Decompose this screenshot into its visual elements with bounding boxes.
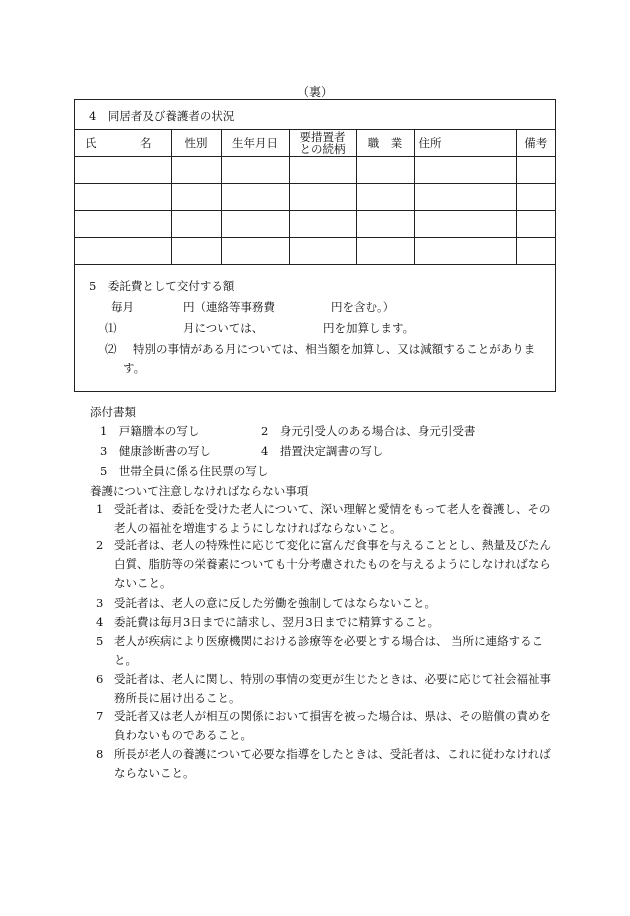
attachments-title: 添付書類: [90, 405, 136, 419]
section5-title: 5 委託費として交付する額: [89, 279, 235, 293]
attachment-item: 5 世帯全員に係る住民票の写し: [100, 464, 269, 478]
cell-remarks[interactable]: [516, 211, 555, 238]
cell-occupation[interactable]: [356, 211, 414, 238]
section4-title: 4 同居者及び養護者の状況: [89, 109, 235, 123]
col-header-relation: 要措置者 との続柄: [289, 130, 356, 157]
cell-birthdate[interactable]: [221, 184, 289, 211]
cell-birthdate[interactable]: [221, 157, 289, 184]
col-header-remarks: 備考: [516, 130, 555, 157]
cell-gender[interactable]: [171, 238, 221, 265]
cell-name[interactable]: [75, 238, 171, 265]
note-item: 3 受託者は、老人の意に反した労働を強制してはならないこと。: [96, 596, 436, 610]
col-header-gender: 性別: [171, 130, 221, 157]
cell-name[interactable]: [75, 211, 171, 238]
attachment-item: 4 措置決定調書の写し: [261, 444, 384, 458]
col-header-address: 住所: [414, 130, 516, 157]
form-box: [74, 99, 556, 392]
cell-relation[interactable]: [289, 238, 356, 265]
notes-title: 養護について注意しなければならない事項: [90, 484, 309, 498]
item1-num: ⑴: [105, 321, 117, 335]
note-item: 2 受託者は、老人の特殊性に応じて変化に富んだ食事を与えることとし、熱量及びたん白質、脂肪等の栄養素についても十分考慮されたものを与えるようにしなければならないこと。: [96, 538, 551, 590]
table-row: [75, 184, 555, 211]
item2-text-2: す。: [123, 361, 146, 375]
cell-remarks[interactable]: [516, 238, 555, 265]
note-item: 5 老人が疾病により医療機関における診療等を必要とする場合は、 当所に連絡すること。: [96, 634, 544, 667]
cell-relation[interactable]: [289, 184, 356, 211]
note-item: 1 受託者は、委託を受けた老人について、深い理解と愛情をもって老人を養護し、その老人の福祉を増進するようにしなければならないこと。: [96, 502, 551, 535]
cell-birthdate[interactable]: [221, 211, 289, 238]
cell-occupation[interactable]: [356, 238, 414, 265]
table-row: [75, 211, 555, 238]
attachment-item: 2 身元引受人のある場合は、身元引受書: [261, 424, 476, 438]
cell-address[interactable]: [414, 157, 516, 184]
included-label: 円を含む。）: [331, 300, 395, 314]
cell-occupation[interactable]: [356, 184, 414, 211]
col-header-birthdate: 生年月日: [221, 130, 289, 157]
note-item: 6 受託者は、老人に関し、特別の事情の変更が生じたときは、必要に応じて社会福祉事務所長に届け出ること。: [96, 672, 551, 705]
col-header-name: 氏 名: [75, 130, 171, 157]
attachment-item: 1 戸籍謄本の写し: [100, 424, 200, 438]
note-item: 4 委託費は毎月3日までに請求し、翌月3日までに精算すること。: [96, 615, 440, 629]
table-row: [75, 157, 555, 184]
yen-label: 円（連絡等事務費: [183, 300, 275, 314]
note-item: 7 受託者又は老人が相互の関係において損害を被った場合は、県は、その賠償の責めを負わないものであること。: [96, 709, 551, 742]
item2-num: ⑵: [105, 342, 117, 356]
cell-address[interactable]: [414, 238, 516, 265]
cell-relation[interactable]: [289, 157, 356, 184]
cell-address[interactable]: [414, 184, 516, 211]
page-heading: （裏）: [296, 85, 333, 99]
table-header-row: [75, 130, 555, 157]
cell-remarks[interactable]: [516, 184, 555, 211]
cell-birthdate[interactable]: [221, 238, 289, 265]
cell-relation[interactable]: [289, 211, 356, 238]
item1-month-label: 月については、: [183, 321, 264, 335]
cell-name[interactable]: [75, 157, 171, 184]
attachment-item: 3 健康診断書の写し: [100, 444, 211, 458]
table-row: [75, 238, 555, 265]
monthly-label: 毎月: [111, 300, 134, 314]
cell-gender[interactable]: [171, 211, 221, 238]
note-item: 8 所長が老人の養護について必要な指導をしたときは、受託者は、これに従わなければならないこと。: [96, 747, 551, 780]
cell-remarks[interactable]: [516, 157, 555, 184]
cell-gender[interactable]: [171, 157, 221, 184]
col-header-occupation: 職 業: [356, 130, 414, 157]
cell-occupation[interactable]: [356, 157, 414, 184]
item2-text-1: 特別の事情がある月については、相当額を加算し、又は減額することがありま: [133, 342, 536, 356]
item1-add-label: 円を加算します。: [323, 321, 415, 335]
household-table: [75, 129, 555, 265]
cell-gender[interactable]: [171, 184, 221, 211]
cell-address[interactable]: [414, 211, 516, 238]
cell-name[interactable]: [75, 184, 171, 211]
